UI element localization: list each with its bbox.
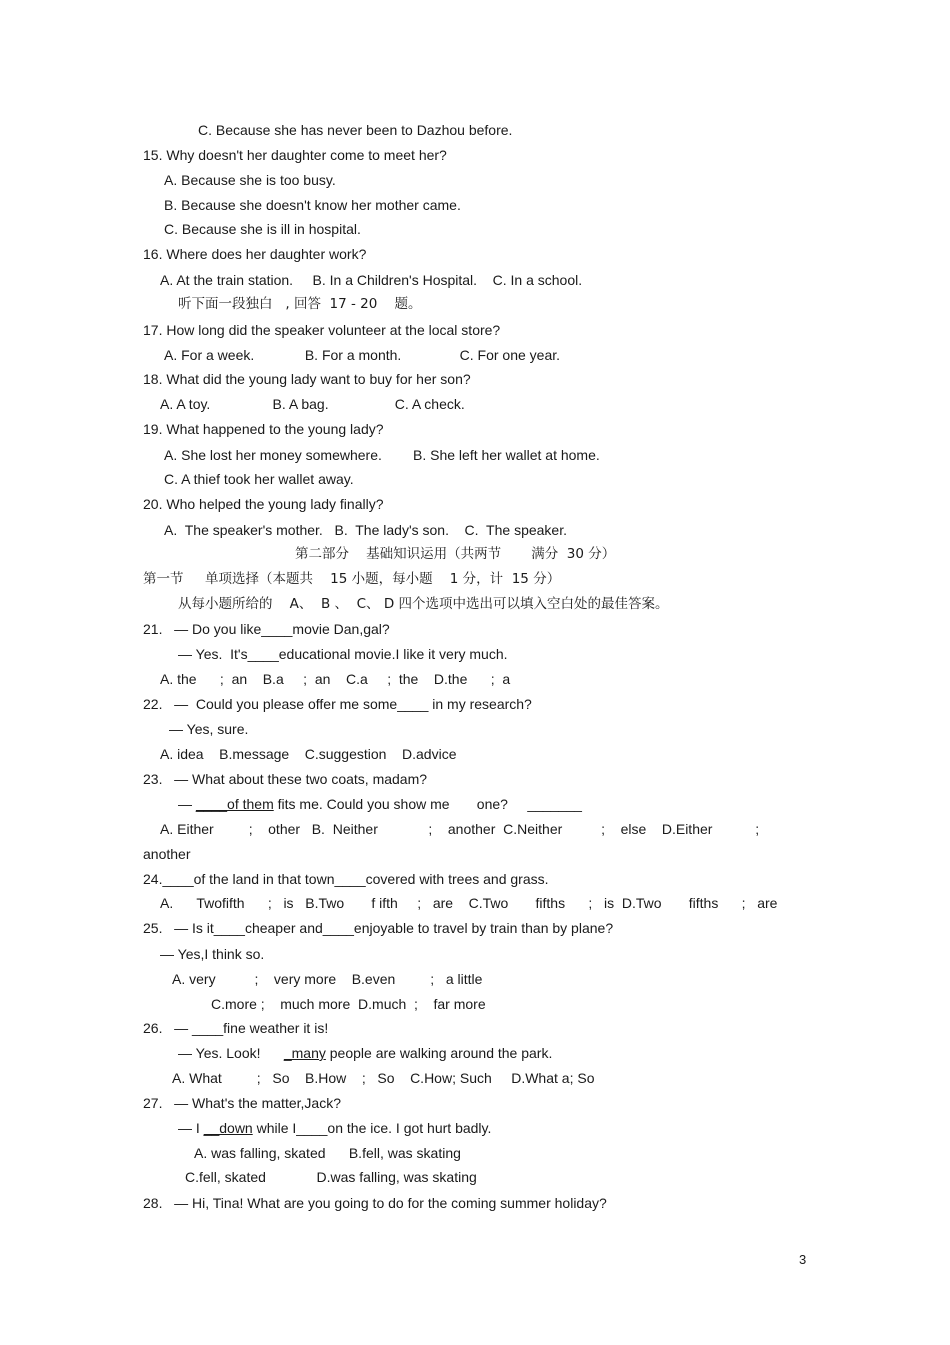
page-number: 3: [799, 1252, 807, 1267]
answer-options: C.fell, skated D.was falling, was skating: [185, 1169, 477, 1185]
answer-option: C. A thief took her wallet away.: [164, 471, 354, 487]
answer-options: A. At the train station. B. In a Children's Hospital. C. In a school.: [160, 272, 583, 288]
dialogue-line-part: while I____on the ice. I got hurt badly.: [252, 1120, 492, 1136]
dialogue-line: [178, 1119, 491, 1137]
dialogue-line: — Yes,I think so.: [160, 946, 265, 962]
question: 19. What happened to the young lady?: [143, 421, 384, 437]
answer-option: A. Because she is too busy.: [164, 172, 336, 188]
dialogue-line-part: — I: [178, 1120, 204, 1136]
dialogue-line: [178, 1044, 552, 1062]
question: 24.____of the land in that town____covered with trees and grass.: [143, 871, 549, 887]
part-heading: 第二部分 基础知识运用（共两节 满分 30 分）: [295, 546, 616, 562]
section-heading: 第一节 单项选择（本题共 15 小题，每小题 1 分，计 15 分）: [143, 571, 561, 587]
question: 18. What did the young lady want to buy for her son?: [143, 371, 471, 387]
answer-option: C. Because she has never been to Dazhou before.: [198, 122, 513, 138]
answer-options: A. A toy. B. A bag. C. A check.: [160, 396, 465, 412]
question: 15. Why doesn't her daughter come to meet her?: [143, 147, 447, 163]
underlined-text: _many: [283, 1045, 326, 1061]
underlined-text: ____of them: [195, 796, 274, 812]
question: 20. Who helped the young lady finally?: [143, 496, 384, 512]
dialogue-line-part: — Yes. Look!: [178, 1045, 284, 1061]
question: 22. — Could you please offer me some____ in my research?: [143, 696, 532, 712]
answer-options: A. the ; an B.a ; an C.a ; the D.the ; a: [160, 671, 511, 687]
answer-options: A. The speaker's mother. B. The lady's son. C. The speaker.: [164, 522, 567, 538]
dialogue-line-part: —: [178, 796, 196, 812]
dialogue-line-part: fits me. Could you show me one? _______: [273, 796, 582, 812]
answer-option: C. Because she is ill in hospital.: [164, 221, 361, 237]
question: 25. — Is it____cheaper and____enjoyable to travel by train than by plane?: [143, 920, 614, 936]
dialogue-line: — Yes, sure.: [169, 721, 249, 737]
question: 27. — What's the matter,Jack?: [143, 1095, 341, 1111]
answer-options-continued: another: [143, 846, 191, 862]
answer-options: A. was falling, skated B.fell, was skating: [194, 1145, 461, 1161]
question: 16. Where does her daughter work?: [143, 246, 367, 262]
question: 26. — ____fine weather it is!: [143, 1020, 329, 1036]
answer-options: A. very ; very more B.even ; a little: [172, 971, 483, 987]
answer-options: A. Either ; other B. Neither ; another C.Neither ; else D.Either ;: [160, 821, 760, 837]
answer-options: A. idea B.message C.suggestion D.advice: [160, 746, 457, 762]
underlined-text: __down: [203, 1120, 253, 1136]
dialogue-line: [178, 795, 582, 813]
answer-options: C.more ; much more D.much ; far more: [211, 996, 486, 1012]
section-instruction: 从每小题所给的 A、 B 、 C、 D 四个选项中选出可以填入空白处的最佳答案。: [178, 596, 669, 612]
section-instruction: 听下面一段独白 , 回答 17 - 20 题。: [178, 296, 422, 312]
question: 23. — What about these two coats, madam?: [143, 771, 428, 787]
dialogue-line: — Yes. It's____educational movie.I like it very much.: [178, 646, 508, 662]
answer-options: A. What ; So B.How ; So C.How; Such D.What a; So: [172, 1070, 595, 1086]
answer-options: A. Twofifth ; is B.Two f ifth ; are C.Two fifths ; is D.Two fifths ; are: [160, 895, 778, 911]
question: 17. How long did the speaker volunteer at the local store?: [143, 322, 501, 338]
answer-option: B. Because she doesn't know her mother came.: [164, 197, 461, 213]
question: 21. — Do you like____movie Dan,gal?: [143, 621, 390, 637]
answer-options: A. For a week. B. For a month. C. For one year.: [164, 347, 561, 363]
dialogue-line-part: people are walking around the park.: [325, 1045, 553, 1061]
question: 28. — Hi, Tina! What are you going to do for the coming summer holiday?: [143, 1195, 607, 1211]
answer-options: A. She lost her money somewhere. B. She left her wallet at home.: [164, 447, 600, 463]
